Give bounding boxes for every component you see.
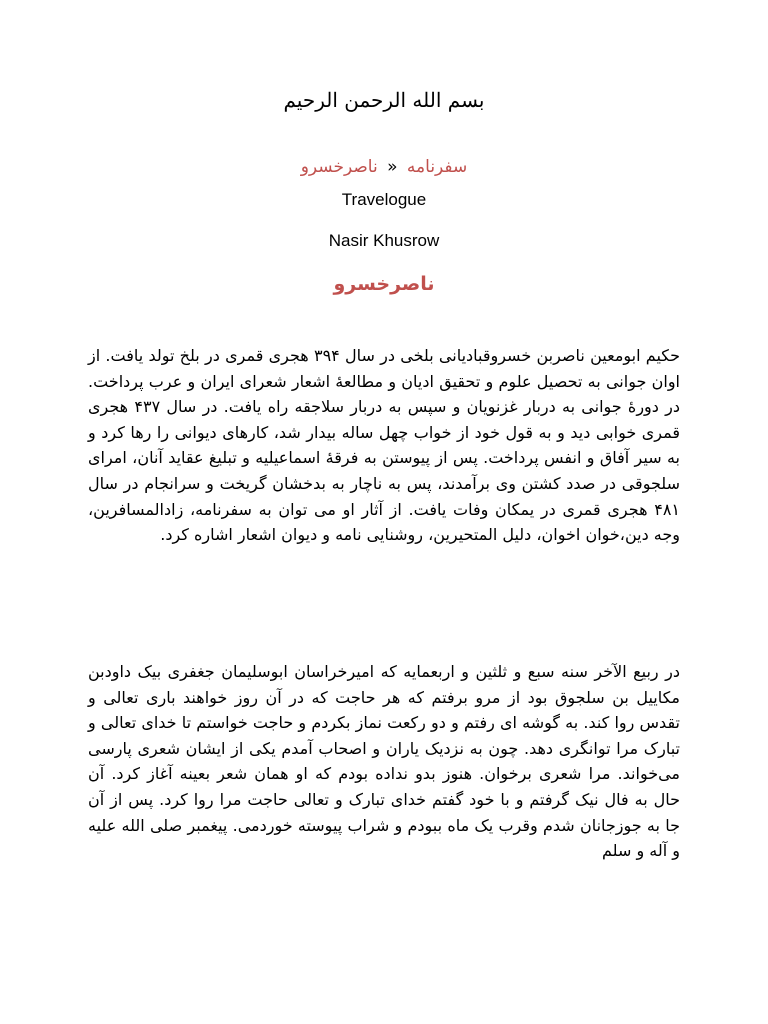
breadcrumb-author-link[interactable]: ناصرخسرو [300, 157, 378, 177]
breadcrumb-section-link[interactable]: سفرنامه [406, 157, 468, 177]
page-title-english: Travelogue [341, 190, 427, 209]
bismillah-calligraphy: بسم الله الرحمن الرحیم [283, 88, 485, 112]
biography-paragraph: حکیم ابومعین ناصربن خسروقبادیانی بلخی در سال ۳۹۴ هجری قمری در بلخ تولد یافت. از اوان جوانی به تحصیل علوم و تحقیق ادیان و مطالعهٔ اشعار شعرای ایران و عرب پرداخت. در دورهٔ جوانی به دربار غزنویان و سپس به دربار سلاجقه راه یافت. در سال ۴۳۷ هجری قمری خوابی دید و به قول خود از خواب چهل ساله بیدار شد، کارهای دیوانی را رها کرد و به سیر آفاق و انفس پرداخت. پس از پیوستن به فرقهٔ اسماعیلیه و تبلیغ عقاید آنان، امرای سلجوقی در صدد کشتن وی برآمدند، پس به ناچار به بدخشان گریخت و سرانجام در سال ۴۸۱ هجری قمری در یمکان وفات یافت. از آثار او می توان به سفرنامه، زادالمسافرین، وجه دین،خوان اخوان، دلیل المتحیرین، روشنایی نامه و دیوان اشعار اشاره کرد. [88, 346, 680, 545]
breadcrumb-separator: « [387, 157, 398, 177]
breadcrumb [0, 157, 768, 177]
author-name-persian: ناصرخسرو [333, 273, 435, 295]
travelogue-paragraph: در ربیع الآخر سنه سبع و ثلثین و اربعمایه که امیرخراسان ابوسلیمان جغفری بیک داودبن مکاییل بن سلجوق بود از مرو برفتم که هر حاجت که در آن روز خواهند باری تعالی و تقدس روا کند. به گوشه ای رفتم و دو رکعت نماز بکردم و حاجت خواستم تا خدای تعالی و تبارک مرا توانگری دهد. چون به نزدیک یاران و اصحاب آمدم یکی از ایشان شعری پارسی می‌خواند. مرا شعری برخوان. هنوز بدو نداده بودم که او همان شعر بعینه آغاز کرد. آن حال به فال نیک گرفتم و با خود گفتم خدای تبارک و تعالی حاجت مرا روا کرد. پس از آن جا به جوزجانان شدم وقرب یک ماه ببودم و شراب پیوسته خوردمی. پیغمبر صلی الله علیه و آله و سلم [88, 662, 680, 861]
author-name-english: Nasir Khusrow [328, 231, 440, 250]
